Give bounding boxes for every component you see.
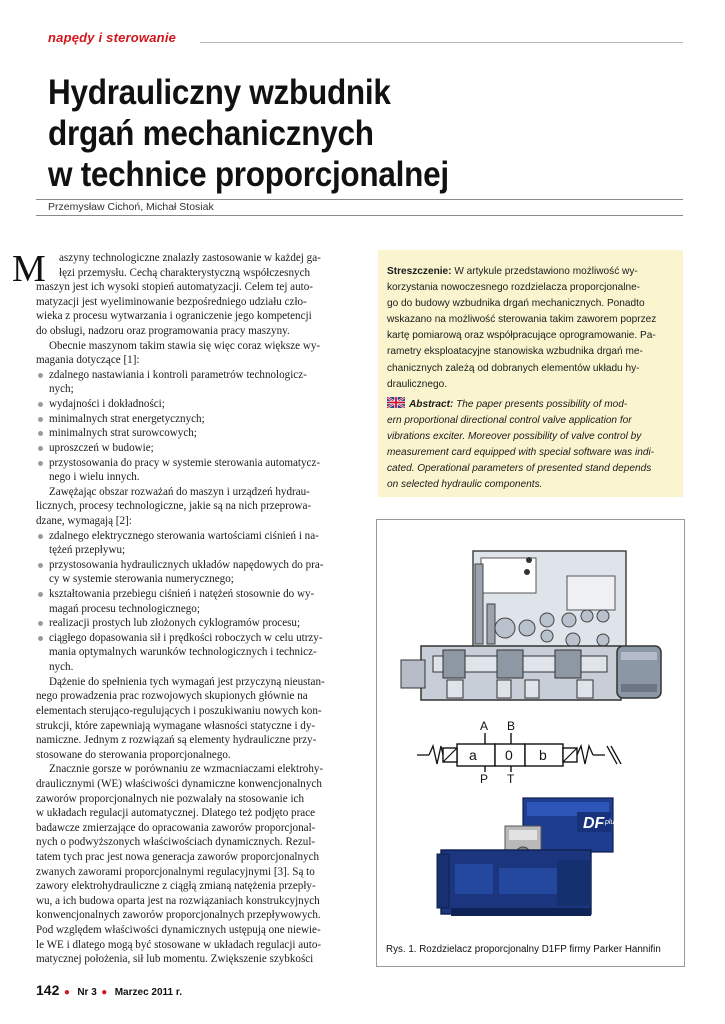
body-line: cy w systemie sterowania numerycznego; <box>49 573 234 586</box>
body-line: licznych, procesy technologiczne, jakie są na nich przeprowa- <box>36 500 312 513</box>
body-line: zawory elektrohydrauliczne z ciągłą zmianą natężenia przepły- <box>36 880 316 893</box>
abstract-en-label: Abstract: <box>409 399 454 410</box>
abstract-en-line: Abstract: The paper presents possibility of mod- <box>387 397 679 413</box>
bullet-item: minimalnych strat energetycznych; <box>36 412 369 427</box>
abstract-en <box>387 397 679 494</box>
abstract-pl <box>387 264 679 393</box>
bullet-item: kształtowania przebiegu ciśnień i natężeń stosownie do wy- <box>36 587 369 602</box>
body-line: le WE i dlatego mogą być stosowane w układach regulacji auto- <box>36 938 322 951</box>
body-line: magań procesu technologicznego; <box>49 602 200 615</box>
body-line: nych o podwyższonych właściwościach dynamicznych. Rezul- <box>36 836 316 849</box>
title-line: w technice proporcjonalnej <box>48 155 449 194</box>
body-line: nych; <box>49 383 74 396</box>
body-line: Zawężając obszar rozważań do maszyn i urządzeń hydrau- <box>49 485 310 498</box>
body-line: badawcze zmierzające do opracowania zaworów proporcjonal- <box>36 821 316 834</box>
abstract-pl-line: Streszczenie: W artykule przedstawiono możliwość wy- <box>387 266 638 277</box>
title-line: Hydrauliczny wzbudnik <box>48 73 391 112</box>
abstract-pl-line: kartę pomiarową oraz współpracujące oprogramowanie. Pa- <box>387 330 656 342</box>
body-line: tatem tych prac jest nowa generacja zaworów proporcjonalnych <box>36 850 320 863</box>
issue-number: Nr 3 <box>77 987 97 998</box>
bullet-item: przystosowania do pracy w systemie sterowania automatycz- <box>36 456 369 471</box>
page-number: 142 <box>36 982 60 998</box>
product-photo <box>437 798 618 916</box>
body-line: elementach sterująco-regulujących i poszukiwaniu nowych kon- <box>36 704 322 717</box>
abstract-pl-line: draulicznego. <box>387 378 448 390</box>
body-line: dzane, wymagają [2]: <box>36 514 132 527</box>
body-line: stosowane do sterowania proporcjonalnego. <box>36 748 231 761</box>
port-label-b: B <box>507 719 516 733</box>
body-line: zaworów proporcjonalnych nie pozwalały na stosowanie ich <box>36 792 305 805</box>
body-line: Dążenie do spełnienia tych wymagań jest przyczyną nieustan- <box>49 675 325 688</box>
figure-illustration <box>377 520 684 966</box>
body-line: nego i wielu innych. <box>49 471 140 484</box>
valve-cross-section <box>401 551 661 700</box>
abstract-pl-line: go do budowy wzbudnika drgań mechanicznych. Ponadto <box>387 298 645 310</box>
abstract-en-line: cated. Operational parameters of presented stand depends <box>387 463 652 475</box>
abstract-pl-line: wskazano na możliwość sterowania takim zaworem poprzez <box>387 314 657 326</box>
body-line: do obsługi, nadzoru oraz programowania pracy maszyny. <box>36 325 290 338</box>
issue-date: Marzec 2011 r. <box>114 987 182 998</box>
body-text-column <box>36 251 369 967</box>
body-line: nych. <box>49 661 74 674</box>
body-line: matycznej położenia, sił lub momentu. Zwiększenie szybkości <box>36 953 314 966</box>
authors: Przemysław Cichoń, Michał Stosiak <box>48 201 214 213</box>
body-line: Pod względem właściwości dynamicznych ustępują one niewie- <box>36 924 321 937</box>
bullet-item: minimalnych strat surowcowych; <box>36 426 369 441</box>
abstract-pl-line: chanicznych zależą od dobranych elementów układu hy- <box>387 362 640 374</box>
body-line: Znacznie gorsze w porównaniu ze wzmacniaczami elektrohy- <box>49 763 324 776</box>
authors-rule-top <box>36 199 683 200</box>
body-line: matyzacji jest wyeliminowanie bezpośredniego udziału czło- <box>36 295 307 308</box>
port-label-a: A <box>480 719 489 733</box>
bullet-item: przystosowania hydraulicznych układów napędowych do pra- <box>36 558 369 573</box>
dropcap: M <box>12 248 46 290</box>
body-line: konwencjonalnych zaworów proporcjonalnych przepływowych. <box>36 909 321 922</box>
body-line: mania optymalnych warunków technologicznych i technicz- <box>49 646 317 659</box>
port-label-p: P <box>480 772 489 786</box>
uk-flag-icon <box>387 397 405 408</box>
bullet-item: ciągłego dopasowania sił i prędkości roboczych w celu utrzy- <box>36 631 369 646</box>
footer-separator: ● <box>101 987 108 998</box>
authors-rule-bottom <box>36 215 683 216</box>
title-line: drgań mechanicznych <box>48 114 374 153</box>
body-line: w układach regulacji automatycznej. Dlatego też podjęto prace <box>36 807 316 820</box>
body-line: namiczne. Jednym z rozwiązań są elementy hydrauliczne przy- <box>36 734 317 747</box>
box-label-b: b <box>539 747 547 763</box>
hydraulic-symbol <box>417 719 621 786</box>
abstract-en-line: on selected hydraulic components. <box>387 479 543 491</box>
body-line: tężeń przepływu; <box>49 544 126 557</box>
body-line: zwanych zaworami proporcjonalnymi regulacyjnymi [3]. Są to <box>36 865 315 878</box>
body-line: wu, a ich budowa oparta jest na rozwiązaniach konstrukcyjnych <box>36 894 320 907</box>
abstract-pl-line: rametry eksploatacyjne stanowiska wzbudnika drgań me- <box>387 346 643 358</box>
body-line: Obecnie maszynom takim stawia się więc coraz większe wy- <box>49 339 321 352</box>
section-tag: napędy i sterowanie <box>48 30 177 45</box>
body-line: strukcji, które zapewniają wymagane własności statyczne i dy- <box>36 719 316 732</box>
abstract-pl-label: Streszczenie: <box>387 266 452 277</box>
body-line: łęzi przemysłu. Cechą charakterystyczną współczesnych <box>59 266 311 279</box>
bullet-item: uproszczeń w budowie; <box>36 441 369 456</box>
section-rule <box>200 42 683 43</box>
figure-box <box>376 519 685 967</box>
footer <box>36 982 182 1000</box>
product-logo-text: DF <box>583 815 605 832</box>
abstract-en-line: ern proportional directional control valve application for <box>387 415 632 427</box>
abstract-en-line: vibrations exciter. Moreover possibility of valve control by <box>387 431 642 443</box>
body-line: magania dotyczące [1]: <box>36 354 140 367</box>
abstract-pl-line: korzystania nowoczesnego rozdzielacza proporcjonalne- <box>387 282 641 294</box>
body-line: maszyn jest ich wysoki stopień automatyzacji. Celem tej auto- <box>36 281 313 294</box>
bullet-item: zdalnego elektrycznego sterowania wartościami ciśnień i na- <box>36 529 369 544</box>
box-label-0: 0 <box>505 747 513 763</box>
footer-separator: ● <box>63 987 70 998</box>
body-line: nego prowadzenia prac rozwojowych skupionych głównie na <box>36 690 308 703</box>
article-title <box>48 72 606 195</box>
body-line: wieka z procesu wytwarzania i ograniczenie jego kompetencji <box>36 310 312 323</box>
box-label-a: a <box>469 747 477 763</box>
figure-caption: Rys. 1. Rozdzielacz proporcjonalny D1FP firmy Parker Hannifin <box>386 944 661 955</box>
port-label-t: T <box>507 772 515 786</box>
body-line: draulicznymi (WE) właściwości dynamiczne konwencjonalnych <box>36 777 322 790</box>
bullet-item: realizacji prostych lub złożonych cyklogramów procesu; <box>36 616 369 631</box>
abstract-box <box>378 250 683 497</box>
product-logo-sub: plus <box>605 819 618 826</box>
bullet-item: wydajności i dokładności; <box>36 397 369 412</box>
body-line: aszyny technologiczne znalazły zastosowanie w każdej ga- <box>59 252 321 264</box>
bullet-item: zdalnego nastawiania i kontroli parametrów technologicz- <box>36 368 369 383</box>
abstract-en-line: measurement card equipped with special software was indi- <box>387 447 655 459</box>
